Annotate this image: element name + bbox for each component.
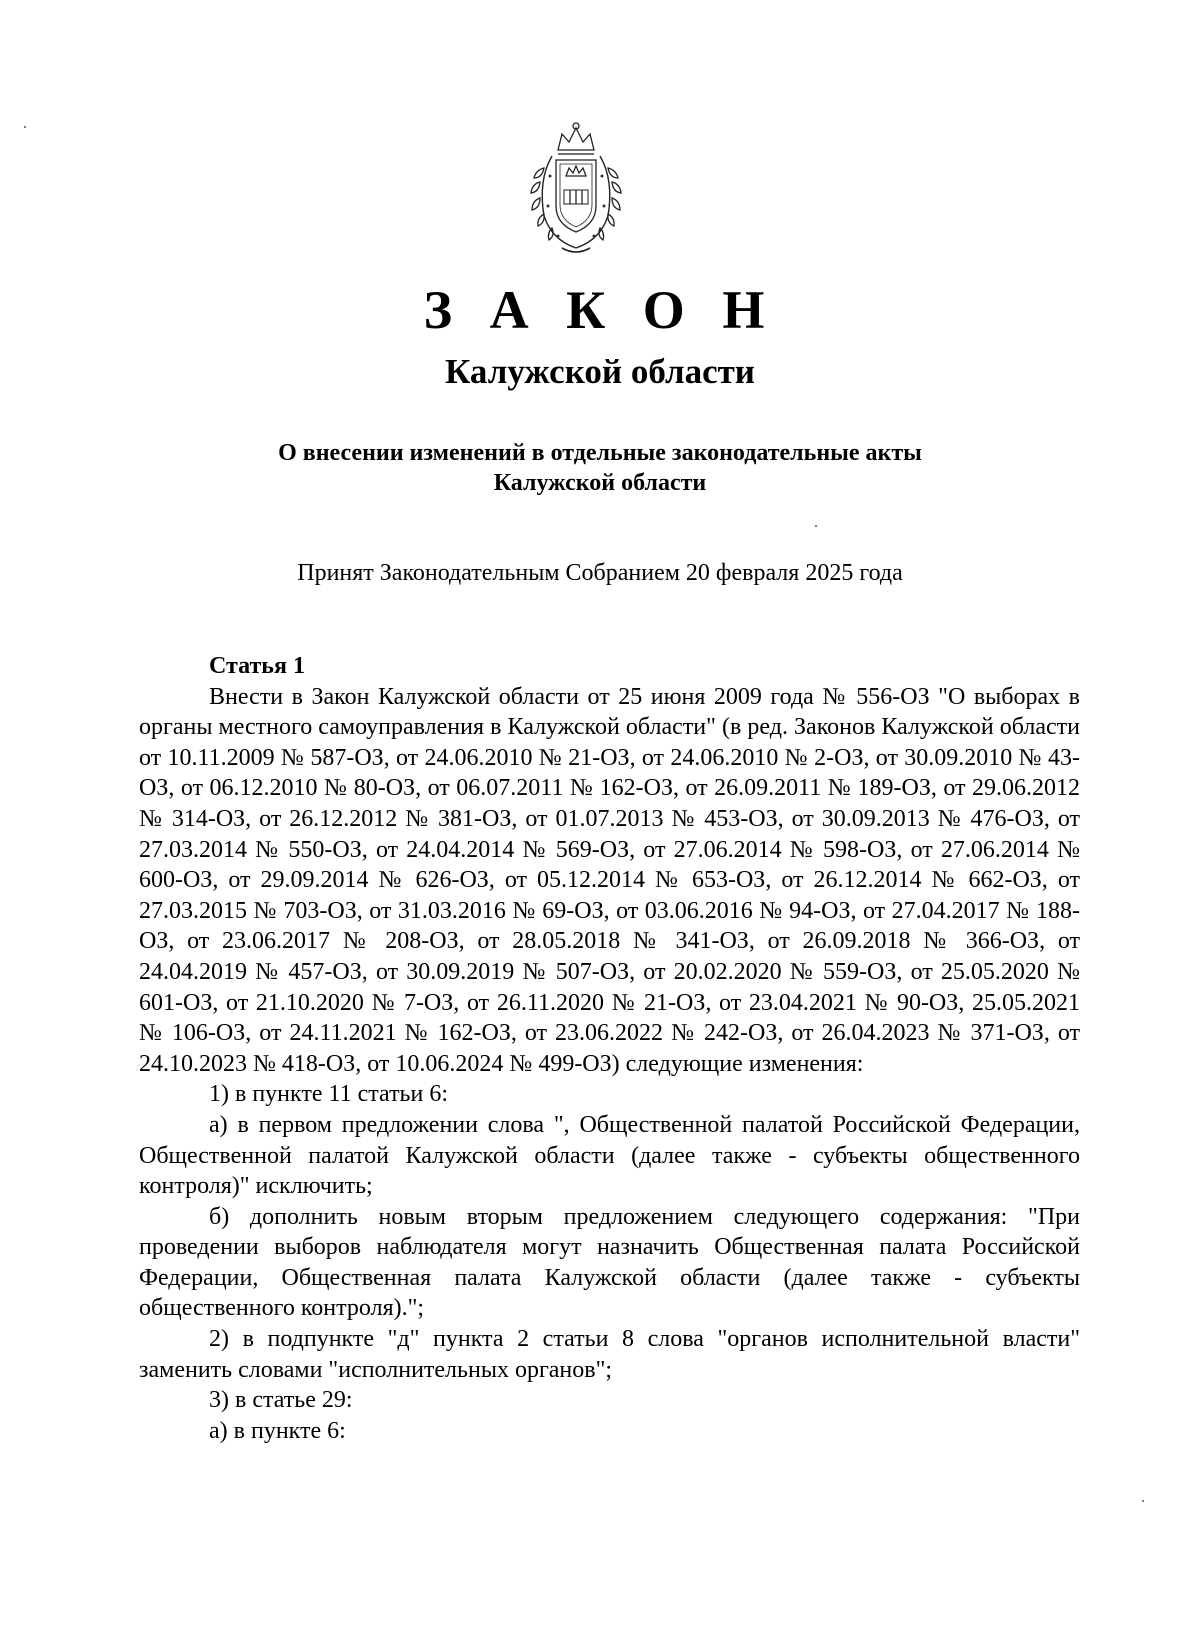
document-type: З А К О Н: [423, 280, 777, 340]
article-paragraph: а) в первом предложении слова ", Общественной палатой Российской Федерации, Общественной палатой Калужской области (далее также - субъекты общественного контроля)" исключить;: [139, 1111, 1080, 1200]
scan-speck: [1142, 1500, 1144, 1502]
document-title: [200, 438, 1000, 498]
document-title-line1: О внесении изменений в отдельные законодательные акты: [278, 440, 922, 466]
article-paragraph: б) дополнить новым вторым предложением следующего содержания: "При проведении выборов наблюдателя могут назначить Общественная палата Российской Федерации, Общественная палата Калужской области (далее также - субъекты общественного контроля).";: [139, 1203, 1080, 1322]
article-heading: Статья 1: [209, 653, 305, 679]
scan-speck: [24, 126, 26, 128]
kaluga-coat-of-arms-icon: [522, 120, 630, 258]
article-paragraph: 2) в подпункте "д" пункта 2 статьи 8 слова "органов исполнительной власти" заменить словами "исполнительных органов";: [139, 1326, 1080, 1383]
article-body: [139, 651, 1080, 1446]
adoption-statement: Принят Законодательным Собранием 20 февраля 2025 года: [297, 560, 903, 586]
scan-speck: [815, 525, 817, 527]
article-paragraph: 3) в статье 29:: [209, 1387, 353, 1414]
document-region: Калужской области: [445, 352, 755, 391]
document-title-line2: Калужской области: [493, 470, 707, 496]
article-paragraph: а) в пункте 6:: [209, 1417, 346, 1444]
article-paragraph: 1) в пункте 11 статьи 6:: [209, 1081, 449, 1108]
article-paragraph: Внести в Закон Калужской области от 25 июня 2009 года № 556-ОЗ "О выборах в органы местного самоуправления в Калужской области" (в ред. Законов Калужской области от 10.11.2009 № 587-ОЗ, от 24.06.2010 № 21-ОЗ, от 24.06.2010 № 2-ОЗ, от 30.09.2010 № 43-ОЗ, от 06.12.2010 № 80-ОЗ, от 06.07.2011 № 162-ОЗ, от 26.09.2011 № 189-ОЗ, от 29.06.2012 № 314-ОЗ, от 26.12.2012 № 381-ОЗ, от 01.07.2013 № 453-ОЗ, от 30.09.2013 № 476-ОЗ, от 27.03.2014 № 550-ОЗ, от 24.04.2014 № 569-ОЗ, от 27.06.2014 № 598-ОЗ, от 27.06.2014 № 600-ОЗ, от 29.09.2014 № 626-ОЗ, от 05.12.2014 № 653-ОЗ, от 26.12.2014 № 662-ОЗ, от 27.03.2015 № 703-ОЗ, от 31.03.2016 № 69-ОЗ, от 03.06.2016 № 94-ОЗ, от 27.04.2017 № 188-ОЗ, от 23.06.2017 № 208-ОЗ, от 28.05.2018 № 341-ОЗ, от 26.09.2018 № 366-ОЗ, от 24.04.2019 № 457-ОЗ, от 30.09.2019 № 507-ОЗ, от 20.02.2020 № 559-ОЗ, от 25.05.2020 № 601-ОЗ, от 21.10.2020 № 7-ОЗ, от 26.11.2020 № 21-ОЗ, от 23.04.2021 № 90-ОЗ, 25.05.2021 № 106-ОЗ, от 24.11.2021 № 162-ОЗ, от 23.06.2022 № 242-ОЗ, от 26.04.2023 № 371-ОЗ, от 24.10.2023 № 418-ОЗ, от 10.06.2024 № 499-ОЗ) следующие изменения:: [139, 683, 1080, 1077]
